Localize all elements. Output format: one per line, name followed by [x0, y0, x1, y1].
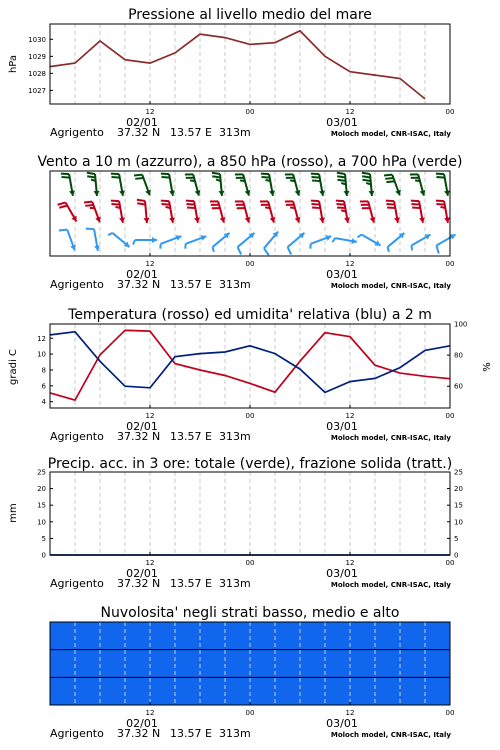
- barb-feather: [436, 174, 444, 175]
- barb-feather: [133, 240, 135, 245]
- barb-feather: [87, 173, 95, 174]
- cloud-xticks: [126, 702, 454, 730]
- temp-ylabel: gradi C: [8, 349, 19, 385]
- cloud-cell: [400, 677, 425, 705]
- y-tick-label: 25: [37, 468, 46, 477]
- wind-barb-850-hPa: [210, 201, 226, 222]
- barb-feather: [288, 247, 292, 254]
- x-tick-label: 00: [245, 559, 255, 567]
- x-date-label: 03/01: [326, 567, 358, 580]
- barb-feather: [86, 229, 94, 230]
- barb-feather: [411, 204, 419, 205]
- barb-feather: [386, 181, 394, 182]
- y-tick-label: 4: [41, 398, 46, 407]
- cloud-cell: [425, 650, 450, 678]
- x-date-label: 03/01: [326, 717, 358, 730]
- temp-footer: [50, 430, 451, 443]
- barb-feather: [238, 247, 242, 254]
- y-tick-label: 12: [37, 334, 46, 343]
- cloud-cell: [75, 650, 100, 678]
- location-lon: 13.57 E: [170, 430, 212, 443]
- barb-feather: [385, 178, 393, 179]
- barb-feather: [311, 174, 319, 175]
- cloud-cell: [275, 677, 300, 705]
- barb-feather: [388, 247, 389, 252]
- wind-footer: [50, 278, 451, 291]
- barb-feather: [264, 248, 269, 255]
- barb-head: [94, 191, 100, 196]
- barb-head: [144, 218, 150, 223]
- barb-feather: [137, 200, 145, 201]
- barb-feather: [387, 207, 395, 208]
- temp-title: Temperatura (rosso) ed umidita' relativa (blu) a 2 m: [68, 307, 432, 323]
- location-lat: 37.32 N: [117, 577, 161, 590]
- wind-barb-850-hPa: [411, 201, 425, 223]
- barb-feather: [161, 204, 169, 205]
- wind-barb-700-hPa: [384, 175, 401, 196]
- cloud-cell: [300, 650, 325, 678]
- barb-feather: [337, 207, 345, 208]
- y-tick-label: 20: [37, 485, 46, 494]
- wind-barb-10-m: [411, 234, 430, 250]
- wind-barb-700-hPa: [285, 174, 301, 195]
- barb-head: [344, 191, 350, 196]
- barb-feather: [436, 177, 444, 178]
- wind-barb-850-hPa: [386, 201, 400, 223]
- wind-barb-700-hPa: [134, 175, 151, 196]
- wind-barb-850-hPa: [137, 200, 150, 223]
- y-tick-label: 1029: [28, 52, 46, 61]
- x-date-label: 02/01: [126, 567, 158, 580]
- barb-feather: [111, 204, 119, 205]
- barb-feather: [186, 201, 194, 202]
- cloud-cell: [250, 622, 275, 650]
- cloud-cell: [175, 650, 200, 678]
- barb-feather: [59, 206, 67, 208]
- wind-barb-850-hPa: [235, 201, 251, 222]
- wind-barbs: [58, 173, 456, 255]
- location-lon: 13.57 E: [170, 126, 212, 139]
- barb-feather: [212, 176, 220, 177]
- x-date-label: 02/01: [126, 268, 158, 281]
- barb-feather: [161, 177, 169, 178]
- cloud-cell: [50, 622, 75, 650]
- barb-feather: [111, 174, 119, 175]
- location-lon: 13.57 E: [170, 278, 212, 291]
- barb-feather: [190, 180, 195, 181]
- cloud-cell: [175, 622, 200, 650]
- barb-feather: [311, 201, 319, 202]
- location-name: Agrigento: [50, 430, 104, 443]
- wind-barb-850-hPa: [58, 202, 77, 221]
- barb-feather: [213, 247, 214, 252]
- wind-barb-10-m: [310, 235, 331, 249]
- barb-feather: [108, 233, 112, 235]
- wind-barb-700-hPa: [337, 173, 350, 196]
- x-date-label: 03/01: [326, 420, 358, 433]
- x-tick-label: 12: [145, 559, 155, 567]
- y-tick-label: 6: [41, 382, 46, 391]
- pressure-series: [50, 31, 425, 99]
- barb-feather: [187, 207, 195, 208]
- cloud-footer: [50, 727, 451, 740]
- wind-barb-850-hPa: [186, 201, 200, 223]
- cloud-cell: [200, 677, 225, 705]
- wind-barb-10-m: [108, 233, 129, 247]
- barb-feather: [436, 201, 444, 202]
- barb-feather: [441, 207, 446, 208]
- barb-feather: [116, 207, 121, 208]
- wind-barb-10-m: [185, 235, 206, 249]
- cloud-cell: [375, 650, 400, 678]
- wind-barb-10-m: [86, 229, 100, 251]
- cloud-cell: [150, 622, 175, 650]
- x-tick-label: 12: [145, 260, 155, 268]
- x-tick-label: 12: [345, 412, 355, 420]
- x-tick-label: 00: [445, 412, 455, 420]
- location-lat: 37.32 N: [117, 430, 161, 443]
- x-date-label: 02/01: [126, 717, 158, 730]
- barb-feather: [411, 246, 412, 251]
- barb-feather: [415, 180, 420, 181]
- cloud-cell: [75, 622, 100, 650]
- cloud-cell: [200, 650, 225, 678]
- x-tick-label: 12: [345, 260, 355, 268]
- y-tick-label: 15: [37, 501, 46, 510]
- barb-feather: [87, 176, 95, 177]
- y2-tick-label: 80: [454, 351, 463, 360]
- x-tick-label: 12: [145, 709, 155, 717]
- cloud-cell: [300, 677, 325, 705]
- model-credit: Moloch model, CNR-ISAC, Italy: [330, 731, 451, 739]
- y-tick-label: 5: [41, 534, 46, 543]
- y2-tick-label: 20: [454, 485, 463, 494]
- barb-feather: [266, 180, 271, 181]
- x-tick-label: 12: [345, 108, 355, 116]
- y2-tick-label: 15: [454, 501, 463, 510]
- wind-barb-700-hPa: [436, 174, 450, 196]
- location-lon: 13.57 E: [170, 727, 212, 740]
- temp-grid: [75, 324, 425, 408]
- pressure-title: Pressione al livello medio del mare: [128, 7, 372, 23]
- pressure-yticks: [28, 36, 53, 95]
- wind-barb-850-hPa: [260, 201, 276, 222]
- y-tick-label: 10: [37, 518, 46, 527]
- barb-feather: [363, 180, 371, 181]
- precip-panel: [8, 456, 463, 590]
- x-tick-label: 12: [345, 709, 355, 717]
- wind-title: Vento a 10 m (azzurro), a 850 hPa (rosso), a 700 hPa (verde): [37, 154, 463, 170]
- barb-feather: [161, 201, 169, 202]
- y2-tick-label: 100: [454, 320, 468, 329]
- y-tick-label: 10: [37, 350, 46, 359]
- cloud-cell: [325, 622, 350, 650]
- x-tick-label: 00: [445, 108, 455, 116]
- pressure-frame: [50, 24, 450, 104]
- barb-feather: [386, 204, 394, 205]
- model-credit: Moloch model, CNR-ISAC, Italy: [330, 434, 451, 442]
- wind-barb-10-m: [436, 234, 455, 253]
- cloud-cell: [150, 677, 175, 705]
- temp-panel: [8, 307, 493, 443]
- wind-barb-850-hPa: [84, 202, 101, 223]
- pressure-panel: [8, 7, 454, 139]
- barb-feather: [290, 180, 295, 181]
- cloud-cell: [175, 677, 200, 705]
- x-date-label: 03/01: [326, 268, 358, 281]
- pressure-ylabel: hPa: [8, 54, 19, 74]
- cloud-cell: [125, 622, 150, 650]
- y2-tick-label: 0: [454, 551, 459, 560]
- wind-barb-850-hPa: [111, 201, 125, 223]
- barb-feather: [341, 210, 346, 211]
- x-date-label: 03/01: [326, 116, 358, 129]
- x-tick-label: 00: [245, 412, 255, 420]
- wind-barb-700-hPa: [61, 174, 75, 196]
- barb-feather: [59, 230, 67, 231]
- barb-feather: [338, 180, 346, 181]
- barb-feather: [161, 174, 169, 175]
- precip-footer: [50, 577, 451, 590]
- barb-feather: [436, 246, 438, 254]
- precip-ylabel: mm: [8, 503, 19, 523]
- cloud-cell: [325, 677, 350, 705]
- wind-barb-850-hPa: [285, 201, 301, 222]
- cloud-panel: [50, 605, 454, 740]
- wind-barb-850-hPa: [161, 201, 175, 223]
- humidity-ylabel: %: [482, 362, 493, 372]
- location-elev: 313m: [219, 577, 251, 590]
- x-tick-label: 12: [345, 559, 355, 567]
- y-tick-label: 0: [41, 551, 46, 560]
- barb-head: [219, 191, 225, 196]
- wind-barb-700-hPa: [161, 174, 175, 196]
- pressure-footer: [50, 126, 451, 139]
- barb-feather: [137, 203, 145, 204]
- cloud-cell: [400, 650, 425, 678]
- cloud-cell: [50, 677, 75, 705]
- cloud-cell: [125, 677, 150, 705]
- barb-feather: [362, 176, 370, 177]
- pressure-xticks: [126, 101, 454, 129]
- x-tick-label: 12: [145, 412, 155, 420]
- barb-feather: [265, 207, 270, 208]
- location-lat: 37.32 N: [117, 278, 161, 291]
- x-tick-label: 00: [445, 260, 455, 268]
- location-elev: 313m: [219, 126, 251, 139]
- cloud-cell: [225, 622, 250, 650]
- location-name: Agrigento: [50, 577, 104, 590]
- location-elev: 313m: [219, 278, 251, 291]
- barb-feather: [61, 177, 69, 178]
- cloud-cell: [375, 622, 400, 650]
- location-name: Agrigento: [50, 126, 104, 139]
- y2-tick-label: 25: [454, 468, 463, 477]
- wind-barb-700-hPa: [212, 173, 225, 196]
- barb-feather: [240, 180, 245, 181]
- location-elev: 313m: [219, 430, 251, 443]
- barb-feather: [212, 173, 220, 174]
- barb-head: [369, 191, 375, 196]
- pressure-grid: [75, 24, 425, 104]
- location-lon: 13.57 E: [170, 577, 212, 590]
- model-credit: Moloch model, CNR-ISAC, Italy: [330, 282, 451, 290]
- x-tick-label: 00: [245, 709, 255, 717]
- wind-barb-10-m: [59, 230, 76, 251]
- barb-feather: [311, 204, 319, 205]
- precip-grid: [75, 472, 425, 555]
- barb-feather: [337, 176, 345, 177]
- x-date-label: 02/01: [126, 420, 158, 433]
- cloud-cell: [225, 650, 250, 678]
- x-date-label: 02/01: [126, 116, 158, 129]
- barb-feather: [135, 178, 143, 179]
- cloud-cell: [425, 677, 450, 705]
- cloud-cell: [350, 650, 375, 678]
- barb-feather: [290, 207, 295, 208]
- cloud-cell: [350, 677, 375, 705]
- wind-barb-700-hPa: [235, 174, 251, 195]
- y-tick-label: 1027: [28, 86, 46, 95]
- barb-feather: [362, 173, 370, 174]
- barb-feather: [85, 205, 93, 206]
- wind-barb-10-m: [213, 233, 230, 252]
- cloud-cell: [75, 677, 100, 705]
- cloud-cell: [250, 650, 275, 678]
- wind-barb-700-hPa: [185, 174, 201, 195]
- barb-feather: [111, 201, 119, 202]
- cloud-cell: [375, 677, 400, 705]
- pressure-line: [50, 31, 425, 99]
- barb-feather: [261, 174, 269, 175]
- wind-barb-10-m: [160, 235, 181, 249]
- wind-barb-10-m: [238, 233, 255, 255]
- cloud-cell: [50, 650, 75, 678]
- model-credit: Moloch model, CNR-ISAC, Italy: [330, 581, 451, 589]
- barb-feather: [436, 204, 444, 205]
- barb-feather: [312, 180, 320, 181]
- location-elev: 313m: [219, 727, 251, 740]
- wind-barb-700-hPa: [410, 174, 426, 195]
- barb-feather: [336, 201, 344, 202]
- barb-feather: [58, 202, 66, 204]
- model-credit: Moloch model, CNR-ISAC, Italy: [330, 130, 451, 138]
- wind-barb-10-m: [133, 237, 157, 245]
- temp-yticks: [37, 335, 53, 406]
- y2-tick-label: 10: [454, 518, 463, 527]
- y-tick-label: 1030: [28, 35, 46, 44]
- barb-feather: [261, 177, 269, 178]
- location-lat: 37.32 N: [117, 126, 161, 139]
- barb-feather: [412, 207, 420, 208]
- y-tick-label: 8: [41, 366, 46, 375]
- y-tick-label: 1028: [28, 69, 46, 78]
- barb-feather: [111, 177, 119, 178]
- cloud-cell: [350, 622, 375, 650]
- wind-barb-850-hPa: [336, 201, 350, 223]
- y2-tick-label: 60: [454, 382, 463, 391]
- cloud-cell: [275, 650, 300, 678]
- barb-feather: [332, 238, 335, 242]
- barb-feather: [384, 175, 392, 176]
- wind-barb-10-m: [288, 233, 305, 255]
- cloud-cell: [100, 622, 125, 650]
- barb-feather: [312, 207, 320, 208]
- wind-barb-10-m: [357, 235, 380, 246]
- wind-barb-700-hPa: [87, 173, 100, 196]
- cloud-cell: [250, 677, 275, 705]
- cloud-cell: [125, 650, 150, 678]
- barb-feather: [386, 201, 394, 202]
- cloud-cell: [225, 677, 250, 705]
- precip-title: Precip. acc. in 3 ore: totale (verde), frazione solida (tratt.): [47, 456, 453, 472]
- location-lat: 37.32 N: [117, 727, 161, 740]
- barb-feather: [337, 173, 345, 174]
- wind-barb-850-hPa: [436, 201, 450, 223]
- barb-feather: [166, 207, 171, 208]
- barb-feather: [61, 174, 69, 175]
- wind-barb-700-hPa: [362, 173, 375, 196]
- wind-barb-700-hPa: [261, 174, 275, 196]
- cloud-cell: [425, 622, 450, 650]
- wind-barb-700-hPa: [311, 174, 325, 196]
- barb-feather: [84, 202, 92, 203]
- temp-xticks: [126, 405, 454, 433]
- location-name: Agrigento: [50, 727, 104, 740]
- cloud-cell: [200, 622, 225, 650]
- barb-feather: [336, 204, 344, 205]
- barb-feather: [311, 177, 319, 178]
- cloud-title: Nuvolosita' negli strati basso, medio e alto: [100, 605, 400, 621]
- wind-barb-850-hPa: [311, 201, 325, 223]
- barb-feather: [186, 204, 194, 205]
- cloud-cell: [325, 650, 350, 678]
- location-name: Agrigento: [50, 278, 104, 291]
- x-tick-label: 00: [245, 108, 255, 116]
- wind-barb-700-hPa: [111, 174, 125, 196]
- x-tick-label: 00: [445, 709, 455, 717]
- cloud-cell: [300, 622, 325, 650]
- barb-feather: [411, 201, 419, 202]
- barb-feather: [134, 175, 142, 176]
- x-tick-label: 00: [245, 260, 255, 268]
- x-tick-label: 12: [145, 108, 155, 116]
- wind-barb-10-m: [264, 232, 278, 256]
- barb-head: [152, 237, 157, 243]
- precip-xticks: [126, 552, 454, 580]
- wind-barb-10-m: [388, 233, 405, 252]
- cloud-cell: [100, 650, 125, 678]
- cloud-cell: [150, 650, 175, 678]
- cloud-cell: [275, 622, 300, 650]
- y2-tick-label: 5: [454, 534, 459, 543]
- wind-barb-850-hPa: [360, 201, 376, 222]
- barb-feather: [357, 235, 361, 238]
- wind-panel: [37, 154, 462, 291]
- wind-xticks: [126, 253, 454, 281]
- cloud-cell: [100, 677, 125, 705]
- wind-barb-10-m: [332, 238, 356, 244]
- x-tick-label: 00: [445, 559, 455, 567]
- cloud-cell: [400, 622, 425, 650]
